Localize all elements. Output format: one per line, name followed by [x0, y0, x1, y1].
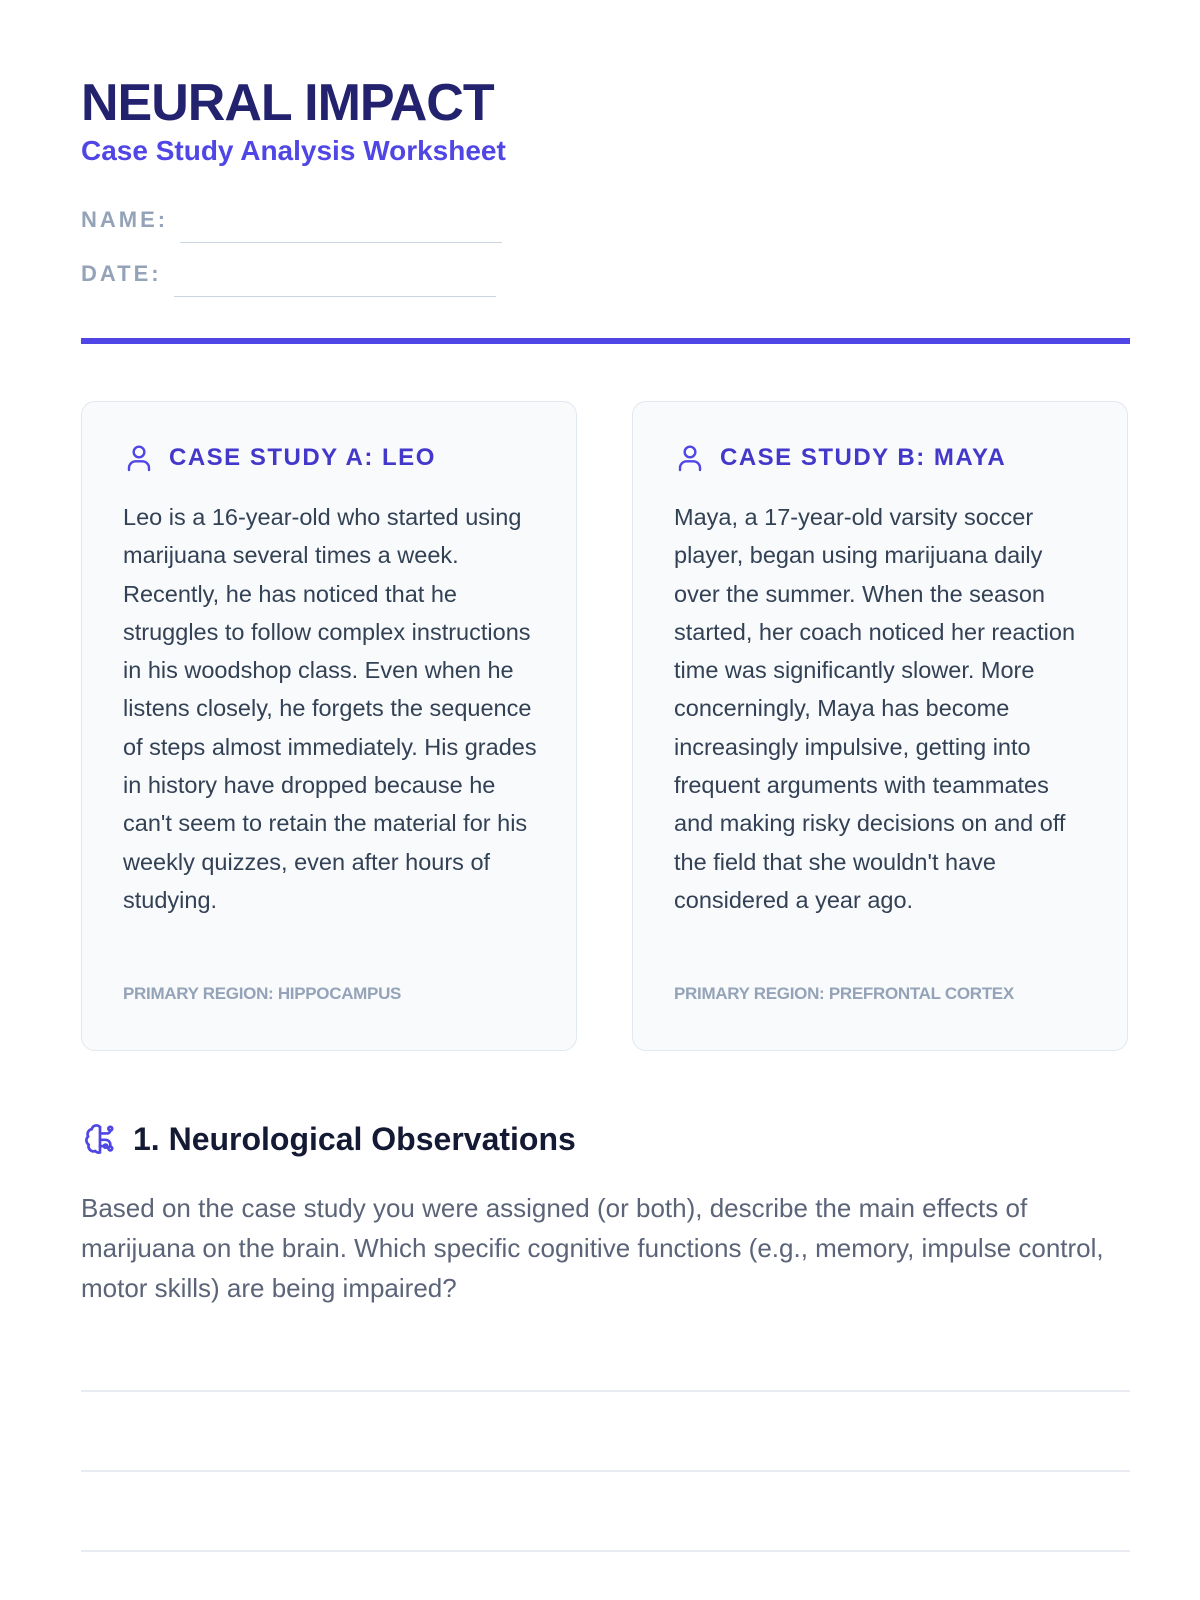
name-field[interactable]	[81, 207, 502, 233]
question-prompt: Based on the case study you were assigned (or both), describe the main effects of marijuana on the brain. Which specific cognitive functions (e.g., memory, impulse control, motor skills) are being impaired?	[81, 1193, 1104, 1303]
worksheet-subtitle: Case Study Analysis Worksheet	[81, 135, 506, 166]
case-study-b-title: CASE STUDY B: MAYA	[720, 444, 1007, 471]
date-label: DATE:	[81, 261, 162, 286]
case-study-a-header	[123, 442, 436, 474]
section-title: 1. Neurological Observations	[133, 1120, 576, 1157]
case-study-a-text: Leo is a 16-year-old who started using marijuana several times a week. Recently, he has noticed that he struggles to follow complex instructions in his woodshop class. Even when he listens closely, he forgets the sequence of steps almost immediately. His grades in history have dropped because he can't seem to retain the material for his weekly quizzes, even after hours of studying.	[123, 504, 537, 913]
date-field[interactable]	[81, 261, 496, 287]
brain-icon	[81, 1120, 119, 1158]
case-study-card-a	[81, 401, 577, 1051]
header-divider	[81, 338, 1130, 344]
case-study-b-header	[674, 442, 1006, 474]
worksheet-title: NEURAL IMPACT	[81, 74, 494, 132]
name-blank-line[interactable]	[180, 242, 502, 243]
section-header	[81, 1120, 576, 1158]
case-study-card-b	[632, 401, 1128, 1051]
answer-line[interactable]	[81, 1470, 1130, 1472]
answer-line[interactable]	[81, 1390, 1130, 1392]
user-icon	[123, 442, 155, 474]
date-blank-line[interactable]	[174, 296, 496, 297]
user-icon	[674, 442, 706, 474]
case-study-b-region: PRIMARY REGION: PREFRONTAL CORTEX	[674, 984, 1014, 1003]
case-study-b-text: Maya, a 17-year-old varsity soccer player, began using marijuana daily over the summer. When the season started, her coach noticed her reaction time was significantly slower. More concerningly, Maya has become increasingly impulsive, getting into frequent arguments with teammates and making risky decisions on and off the field that she wouldn't have considered a year ago.	[674, 504, 1076, 913]
case-study-a-region: PRIMARY REGION: HIPPOCAMPUS	[123, 984, 402, 1003]
name-label: NAME:	[81, 207, 169, 232]
answer-line[interactable]	[81, 1550, 1130, 1552]
case-study-a-title: CASE STUDY A: LEO	[169, 444, 436, 471]
